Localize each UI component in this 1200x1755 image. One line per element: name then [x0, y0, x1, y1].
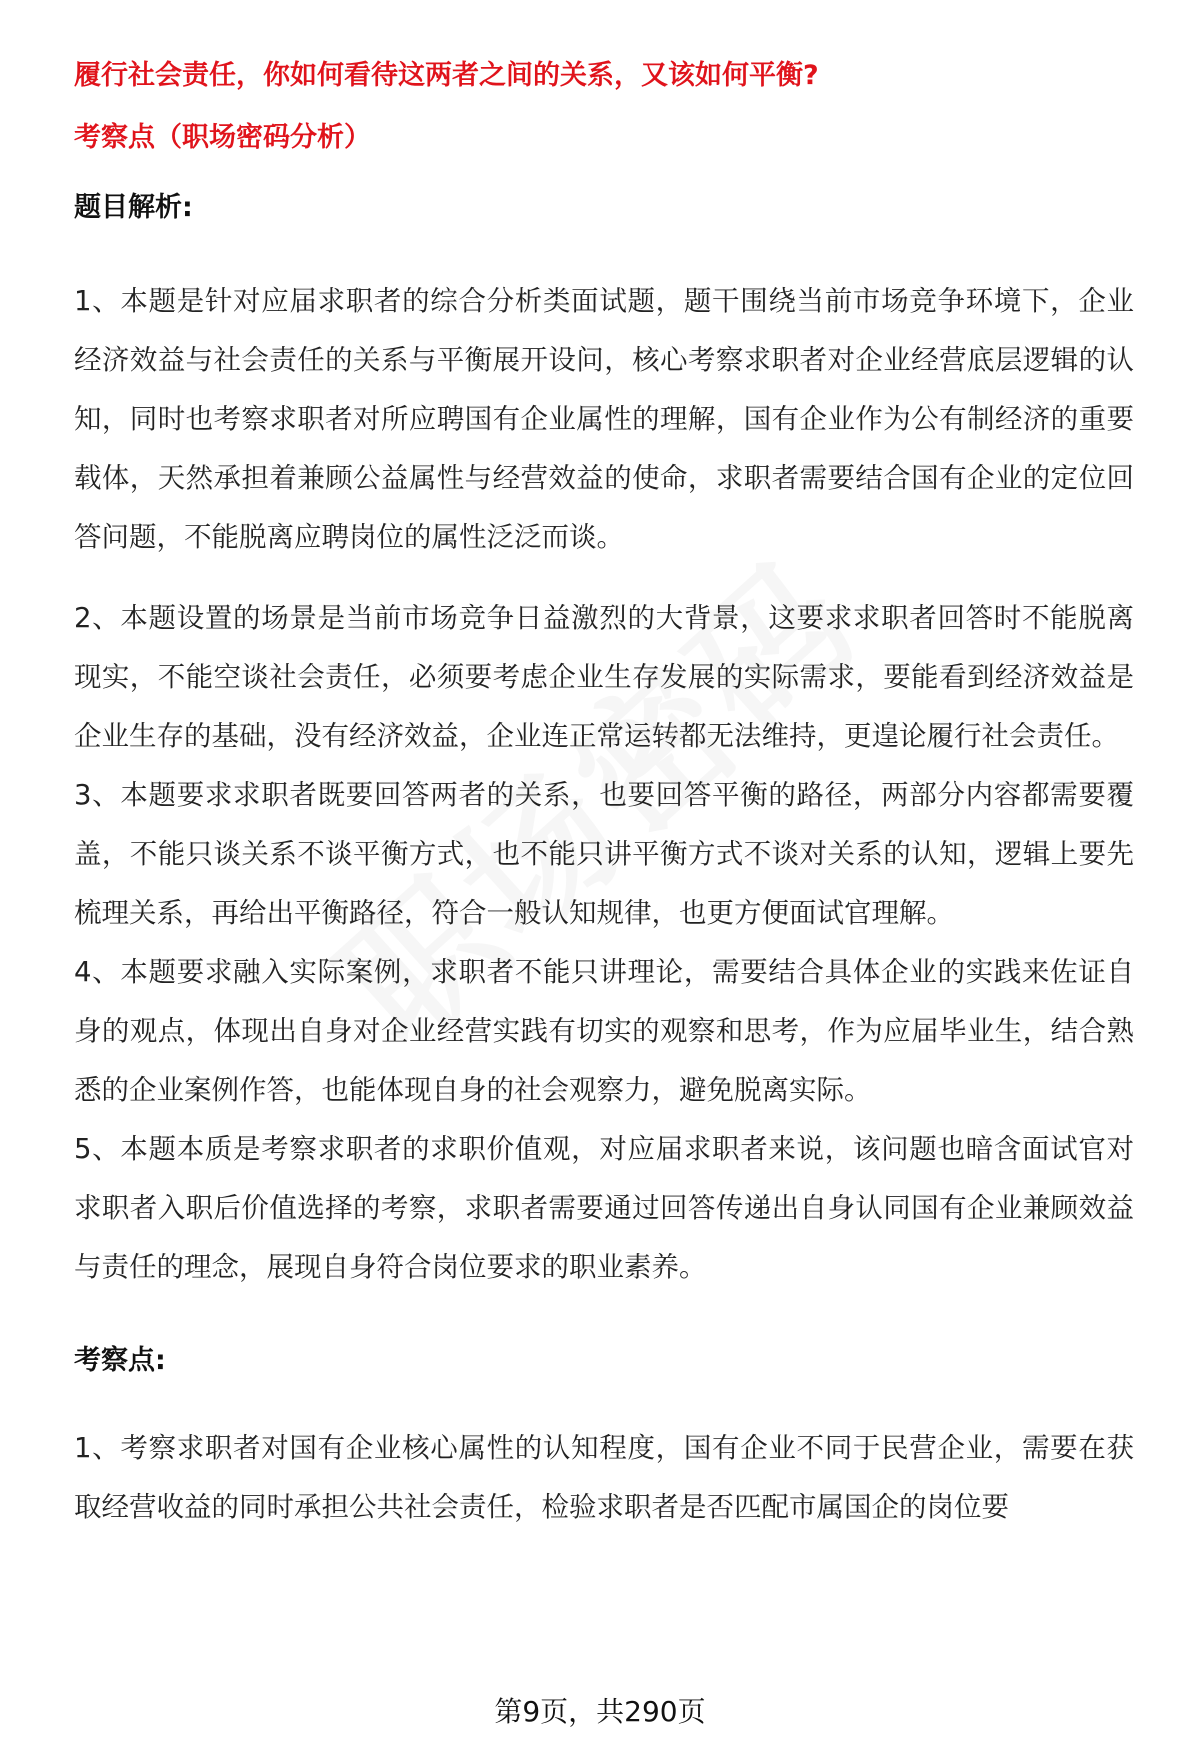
analysis-item: 2、本题设置的场景是当前市场竞争日益激烈的大背景，这要求求职者回答时不能脱离现实，不能空谈社会责任，必须要考虑企业生存发展的实际需求，要能看到经济效益是企业生存的基础，没有经济效益，企业连正常运转都无法维持，更遑论履行社会责任。	[74, 602, 1134, 752]
analysis-item: 5、本题本质是考察求职者的求职价值观，对应届求职者来说，该问题也暗含面试官对求职者入职后价值选择的考察，求职者需要通过回答传递出自身认同国有企业兼顾效益与责任的理念，展现自身符合岗位要求的职业素养。	[74, 1133, 1134, 1283]
points-title: 考察点:	[74, 1345, 166, 1376]
analysis-title: 题目解析:	[74, 192, 193, 223]
points-item: 1、考察求职者对国有企业核心属性的认知程度，国有企业不同于民营企业，需要在获取经营收益的同时承担公共社会责任，检验求职者是否匹配市属国企的岗位要	[74, 1432, 1134, 1523]
document-content	[74, 58, 1154, 1537]
page-number: 第9页，共290页	[494, 1695, 706, 1728]
points-list	[74, 1419, 1154, 1537]
analysis-list	[74, 272, 1154, 1297]
analysis-item: 1、本题是针对应届求职者的综合分析类面试题，题干围绕当前市场竞争环境下，企业经济效益与社会责任的关系与平衡展开设问，核心考察求职者对企业经营底层逻辑的认知，同时也考察求职者对所应聘国有企业属性的理解，国有企业作为公有制经济的重要载体，天然承担着兼顾公益属性与经营效益的使命，求职者需要结合国有企业的定位回答问题，不能脱离应聘岗位的属性泛泛而谈。	[74, 285, 1134, 553]
analysis-item: 3、本题要求求职者既要回答两者的关系，也要回答平衡的路径，两部分内容都需要覆盖，不能只谈关系不谈平衡方式，也不能只讲平衡方式不谈对关系的认知，逻辑上要先梳理关系，再给出平衡路径，符合一般认知规律，也更方便面试官理解。	[74, 779, 1134, 929]
section-subtitle: 考察点（职场密码分析）	[74, 122, 371, 153]
question-line: 履行社会责任，你如何看待这两者之间的关系，又该如何平衡?	[74, 60, 819, 91]
analysis-item: 4、本题要求融入实际案例，求职者不能只讲理论，需要结合具体企业的实践来佐证自身的观点，体现出自身对企业经营实践有切实的观察和思考，作为应届毕业生，结合熟悉的企业案例作答，也能体现自身的社会观察力，避免脱离实际。	[74, 956, 1134, 1106]
